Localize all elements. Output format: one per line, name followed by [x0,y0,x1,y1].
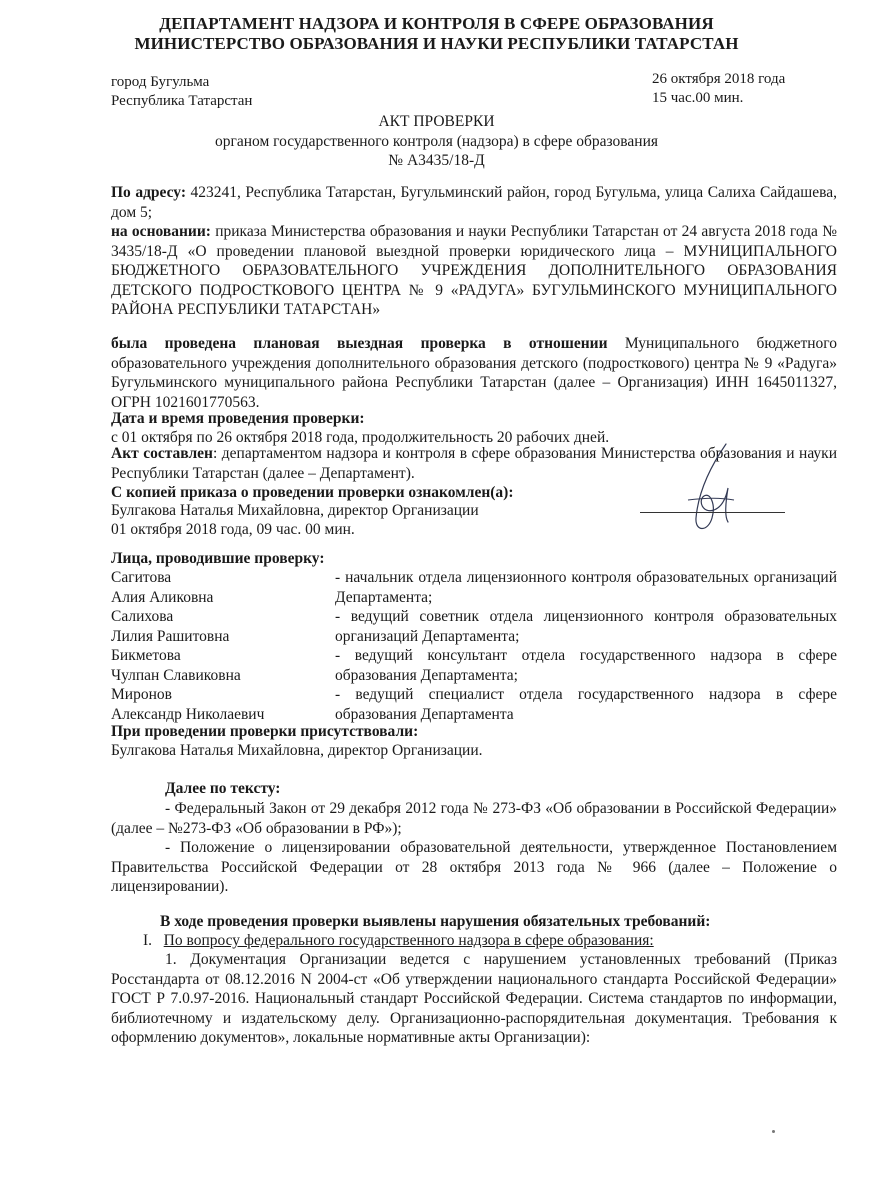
inspector-role: - ведущий советник отдела лицензионного контроля образовательных организаций Департамента; [335,608,837,645]
inspector-role: - ведущий специалист отдела государственного надзора в сфере образования Департамента [335,686,837,723]
inspector-surname: Сагитова [111,569,172,586]
signature-line [640,512,785,513]
inspector-given-name: Чулпан Славиковна [111,666,241,684]
act-time: 15 час.00 мин. [652,90,744,106]
act-number: № А3435/18-Д [388,152,485,169]
inspector-role: - начальник отдела лицензионного контроля образовательных организаций Департамента; [335,569,837,606]
address-paragraph [111,183,837,222]
inspection-text: Муниципального бюджетного образовательного учреждения дополнительного образования детского (подросткового) центра № 9 «Радуга» Бугульминского муниципального района Республики Татарстан (далее – Организация) ИНН 1645011327, ОГРН 1021601770563. [111,335,837,411]
dates-text: с 01 октября по 26 октября 2018 года, продолжительность 20 рабочих дней. [111,429,610,446]
further-item-regulation: - Положение о лицензировании образовательной деятельности, утвержденное Постановлением Правительства Российской Федерации от 28 октября 2013 года № 966 (далее – Положение о лицензировании). [111,839,837,896]
place-block [111,73,252,111]
basis-text: приказа Министерства образования и науки Республики Татарстан от 24 августа 2018 года № 3435/18-Д «О проведении плановой выездной проверки юридического лица – МУНИЦИПАЛЬНОГО БЮДЖЕТНОГО ОБРАЗОВАТЕЛЬНОГО УЧРЕЖДЕНИЯ ДОПОЛНИТЕЛЬНОГО ОБРАЗОВАНИЯ ДЕТСКОГО ПОДРОСТКОВОГО ЦЕНТРА № 9 «РАДУГА» БУГУЛЬМИНСКОГО МУНИЦИПАЛЬНОГО РАЙОНА РЕСПУБЛИКИ ТАТАРСТАН» [111,223,837,319]
city: город Бугульма [111,74,210,90]
section-number: I. [143,932,153,949]
violations-label: В ходе проведения проверки выявлены нарушения обязательных требований: [160,913,711,930]
ministry-title: МИНИСТЕРСТВО ОБРАЗОВАНИЯ И НАУКИ РЕСПУБЛИКИ ТАТАРСТАН [134,34,739,53]
further-item-law: - Федеральный Закон от 29 декабря 2012 года № 273-ФЗ «Об образовании в Российской Федерации» (далее – №273-ФЗ «Об образовании в РФ»); [111,800,837,837]
copy-label: С копией приказа о проведении проверки ознакомлен(а): [111,484,514,501]
inspector-given-name: Александр Николаевич [111,705,265,723]
department-title: ДЕПАРТАМЕНТ НАДЗОРА И КОНТРОЛЯ В СФЕРЕ ОБРАЗОВАНИЯ [159,14,714,33]
copy-name: Булгакова Наталья Михайловна, директор Организации [111,502,479,519]
present-text: Булгакова Наталья Михайловна, директор Организации. [111,742,483,759]
region: Республика Татарстан [111,93,253,109]
inspector-given-name: Лилия Рашитовна [111,627,230,645]
inspector-row [111,685,837,725]
inspector-surname: Бикметова [111,647,181,664]
inspection-label: была проведена плановая выездная проверка в отношении [111,335,608,352]
inspector-given-name: Алия Аликовна [111,588,214,606]
violation-point-1: 1. Документация Организации ведется с нарушением установленных требований (Приказ Росстандарта от 08.12.2016 N 2004-ст «Об утверждении национального стандарта Российской Федерации» ГОСТ Р 7.0.97-2016. Национальный стандарт Российской Федерации. Система стандартов по информации, библиотечному и издательскому делу. Организационно-распорядительная документация. Требования к оформлению документов», локальные нормативные акты Организации): [111,951,837,1047]
inspectors-label: Лица, проводившие проверку: [111,550,325,567]
section-heading [143,931,837,951]
copy-date: 01 октября 2018 года, 09 час. 00 мин. [111,521,355,538]
inspector-row [111,568,837,608]
scan-speck [772,1130,775,1133]
act-date: 26 октября 2018 года [652,71,786,87]
inspection-paragraph [111,334,837,412]
section-title: По вопросу федерального государственного надзора в сфере образования: [163,932,654,949]
inspector-name [111,607,326,646]
inspector-name [111,685,326,724]
composed-text: : департаментом надзора и контроля в сфере образования Министерства образования и науки Республики Татарстан (далее – Департамент). [111,445,837,482]
basis-paragraph [111,222,837,320]
further-label: Далее по тексту: [165,780,281,797]
inspector-name [111,646,326,685]
inspector-surname: Миронов [111,686,172,703]
act-subtitle: органом государственного контроля (надзора) в сфере образования [214,133,659,150]
address-label: По адресу: [111,184,186,201]
present-label: При проведении проверки присутствовали: [111,723,419,740]
inspector-row [111,607,837,647]
composed-label: Акт составлен [111,445,213,462]
dates-label: Дата и время проведения проверки: [111,410,365,427]
act-title: АКТ ПРОВЕРКИ [378,113,495,130]
inspector-name [111,568,326,607]
inspector-role: - ведущий консультант отдела государственного надзора в сфере образования Департамента; [335,647,837,684]
signature [668,440,748,540]
basis-label: на основании: [111,223,211,240]
address-text: 423241, Республика Татарстан, Бугульминский район, город Бугульма, улица Салиха Сайдашева, дом 5; [111,184,837,221]
datetime-block [652,70,785,108]
inspector-surname: Салихова [111,608,174,625]
inspector-row [111,646,837,686]
